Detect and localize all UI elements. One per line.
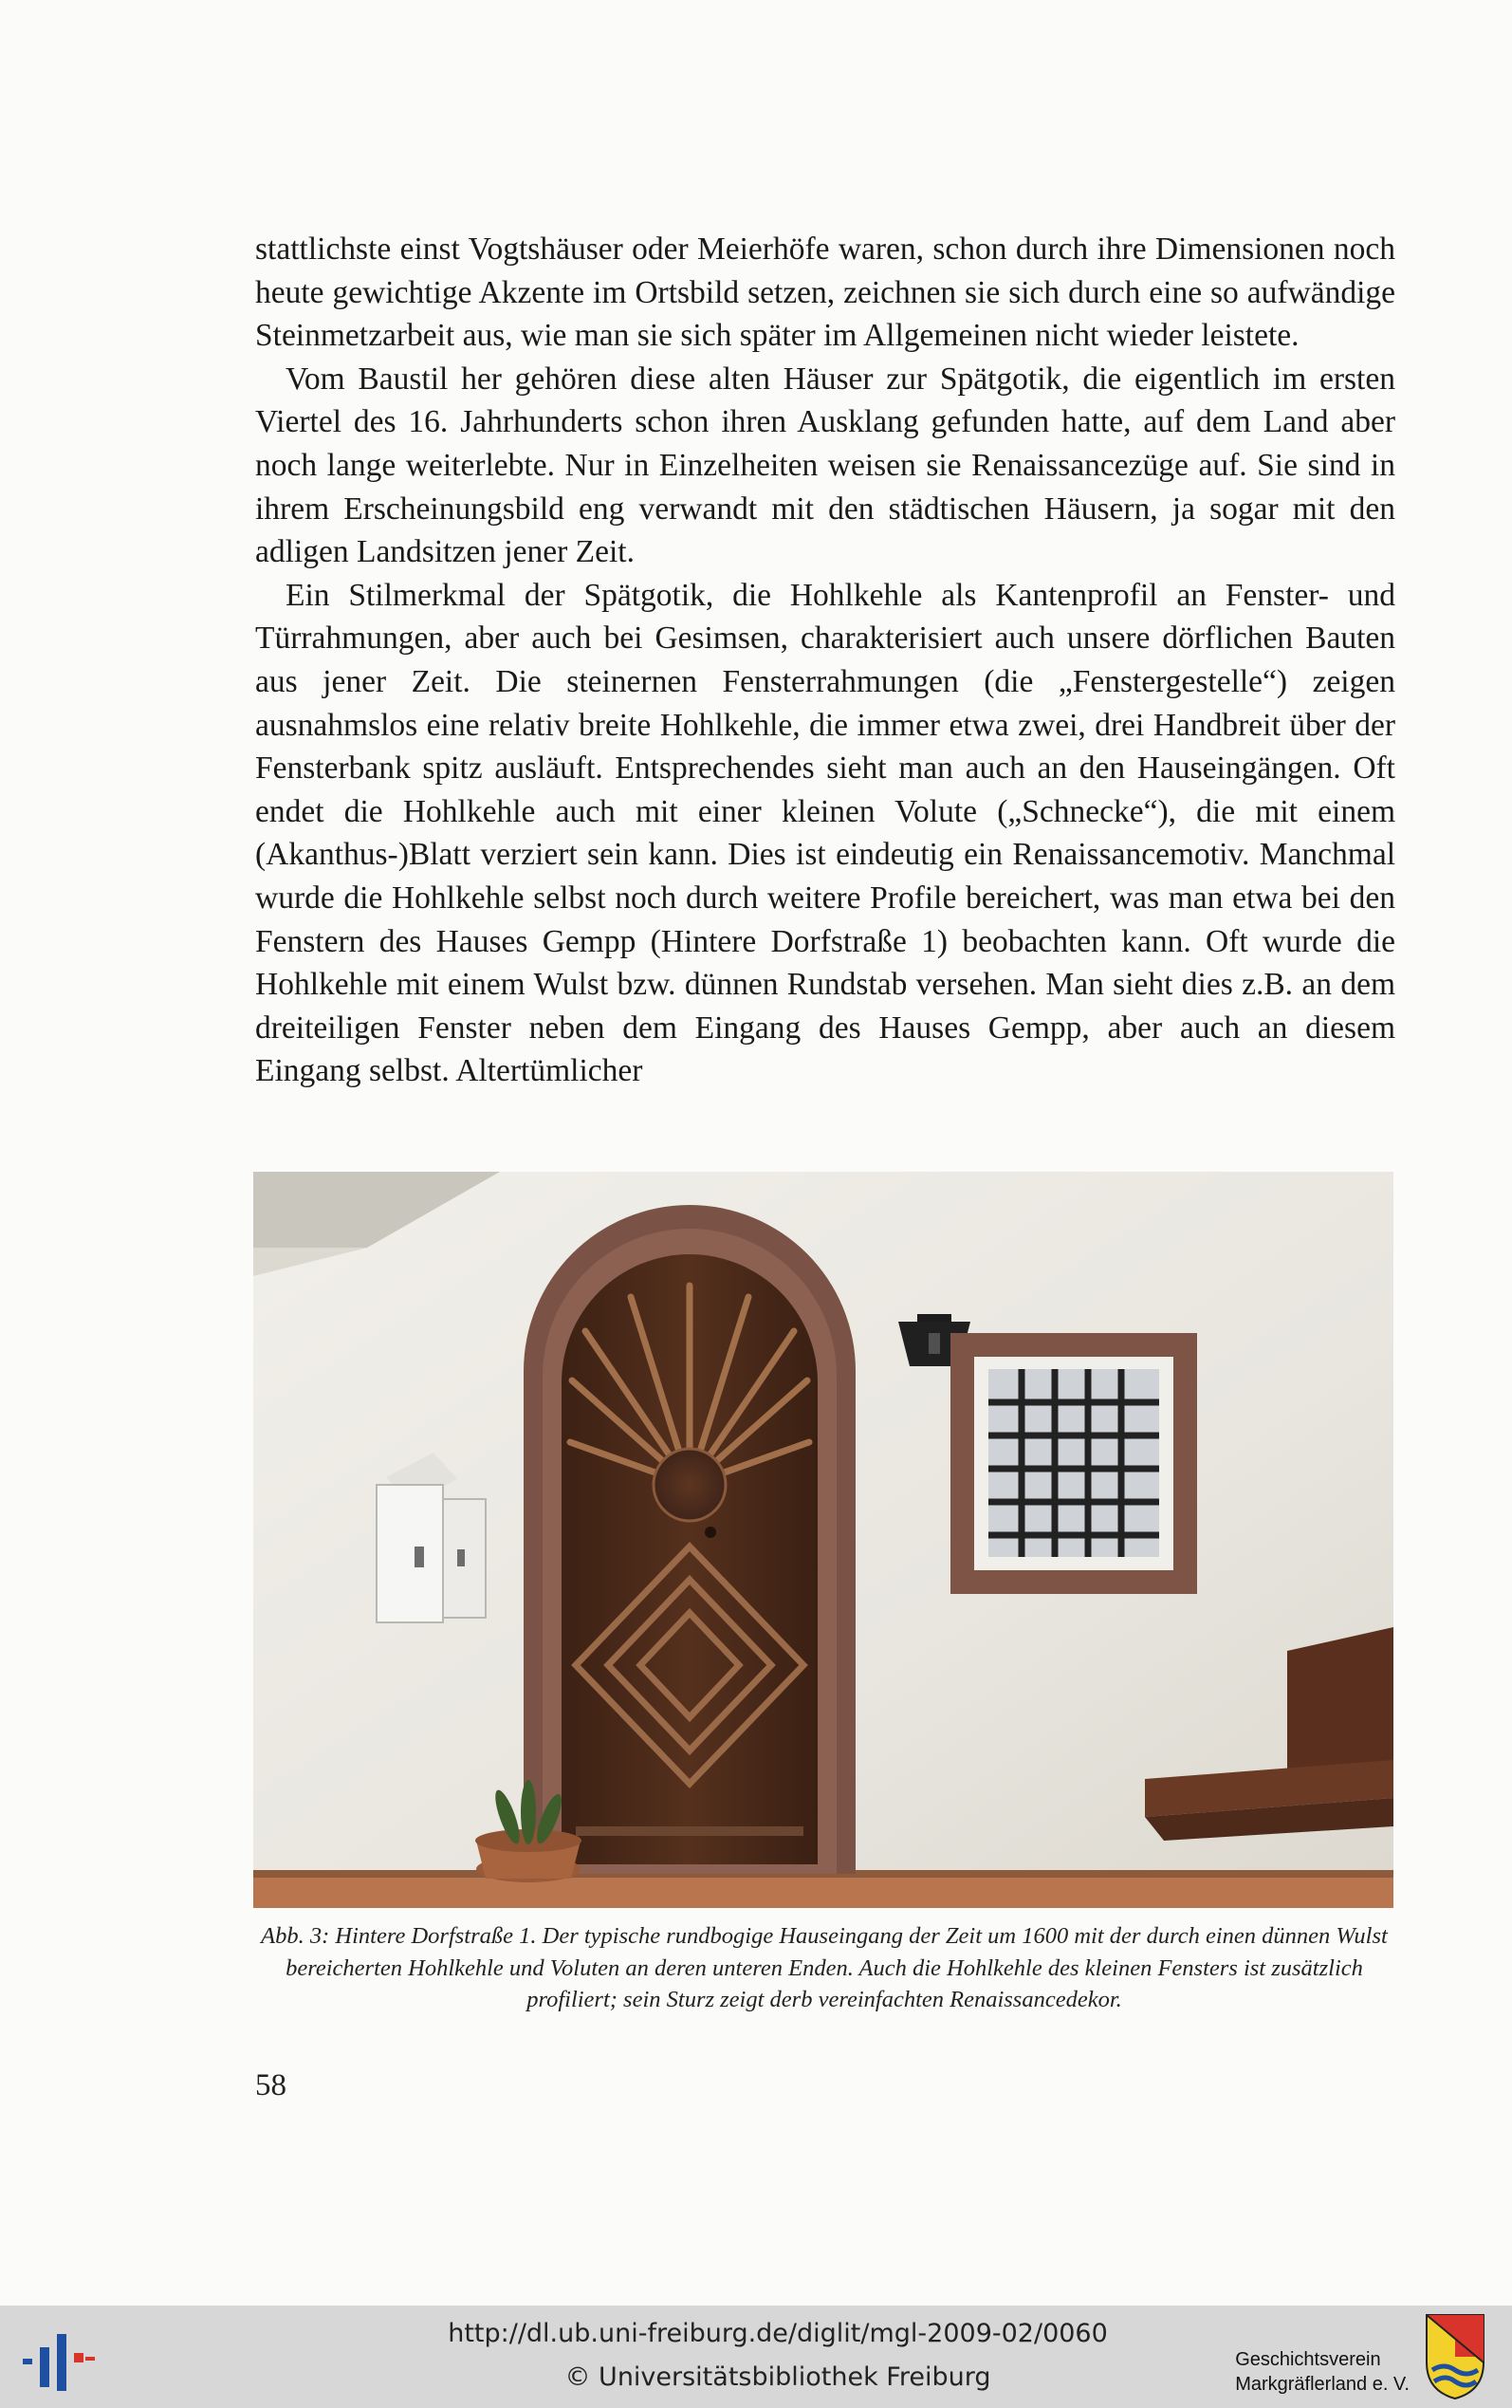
coat-of-arms-icon: [1425, 2313, 1485, 2400]
society-name: [1235, 2347, 1410, 2397]
paragraph-1: stattlichste einst Vogtshäuser oder Meierhöfe waren, schon durch ihre Dimensionen noch heute gewichtige Akzente im Ortsbild setzen, zeichnen sie sich durch eine so aufwändige Steinmetzarbeit aus, wie man sie sich später im Allgemeinen nicht wieder leistete.: [255, 232, 1395, 354]
footer-url-link[interactable]: http://dl.ub.uni-freiburg.de/diglit/mgl-2009-02/0060: [448, 2319, 1108, 2348]
society-name-line2: Markgräflerland e. V.: [1235, 2374, 1410, 2395]
footer-copyright: © Universitätsbibliothek Freiburg: [564, 2362, 991, 2392]
body-text: [255, 228, 1395, 1093]
caption-text: Hintere Dorfstraße 1. Der typische rundbogige Hauseingang der Zeit um 1600 mit der durch einen dünnen Wulst bereicherten Hohlkehle und Voluten an deren unteren Enden. Auch die Hohlkehle des kleinen Fensters ist zusätzlich profiliert; sein Sturz zeigt derb vereinfachten Renaissancedekor.: [286, 1923, 1388, 2012]
figure-caption: [250, 1920, 1398, 2016]
caption-label: Abb. 3:: [261, 1923, 330, 1949]
ub-freiburg-logo-icon: [21, 2334, 97, 2391]
doorway-photo: [253, 1172, 1393, 1908]
paragraph-2: Vom Baustil her gehören diese alten Häuser zur Spätgotik, die eigentlich im ersten Viertel des 16. Jahrhunderts schon ihren Ausklang gefunden hatte, auf dem Land aber noch lange weiterlebte. Nur in Einzelheiten weisen sie Renaissancezüge auf. Sie sind in ihrem Erscheinungsbild eng verwandt mit den städtischen Häusern, ja sogar mit den adligen Landsitzen jener Zeit.: [255, 361, 1395, 570]
paragraph-3: Ein Stilmerkmal der Spätgotik, die Hohlkehle als Kantenprofil an Fenster- und Türrahmungen, aber auch bei Gesimsen, charakterisiert auch unsere dörflichen Bauten aus jener Zeit. Die steinernen Fensterrahmungen (die „Fenstergestelle“) zeigen ausnahmslos eine relativ breite Hohlkehle, die immer etwa zwei, drei Handbreit über der Fensterbank spitz ausläuft. Entsprechendes sieht man auch an den Hauseingängen. Oft endet die Hohlkehle auch mit einer kleinen Volute („Schnecke“), die mit einem (Akanthus-)Blatt verziert sein kann. Dies ist eindeutig ein Renaissancemotiv. Manchmal wurde die Hohlkehle selbst noch durch weitere Profile bereichert, was man etwa bei den Fenstern des Hauses Gempp (Hintere Dorfstraße 1) beobachten kann. Oft wurde die Hohlkehle mit einem Wulst bzw. dünnen Rundstab versehen. Man sieht dies z.B. an dem dreiteiligen Fenster neben dem Eingang des Hauses Gempp, aber auch an diesem Eingang selbst. Altertümlicher: [255, 577, 1395, 1089]
footer-bar: [0, 2306, 1512, 2408]
society-name-line1: Geschichtsverein: [1235, 2349, 1381, 2370]
figure-photo-doorway: [253, 1172, 1393, 1908]
page-number: 58: [255, 2068, 286, 2102]
